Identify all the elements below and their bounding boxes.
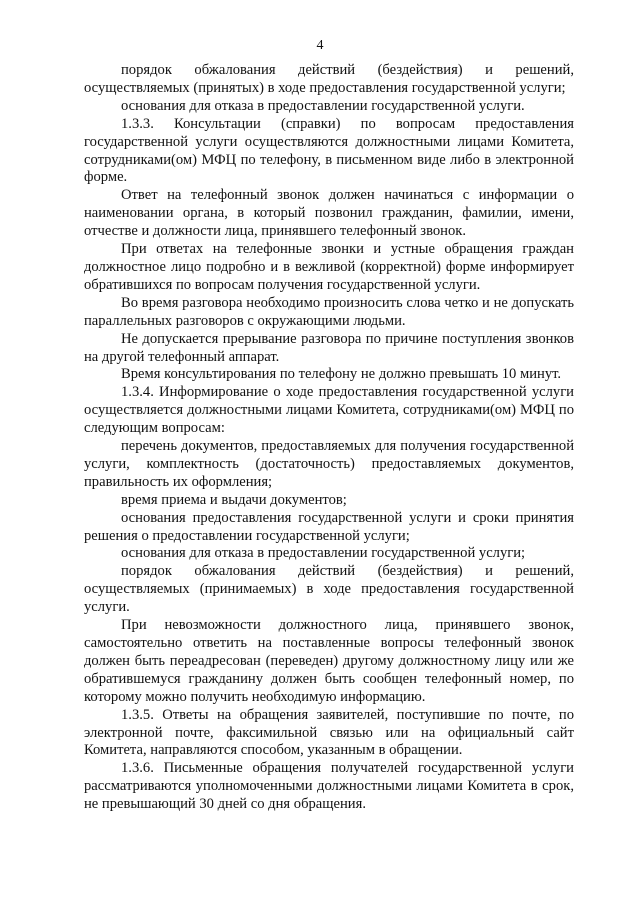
page-number: 4	[316, 38, 324, 53]
paragraph-1-3-6: 1.3.6. Письменные обращения получателей государственной услуги рассматриваются уполномоченными должностными лицами Комитета в срок, не превышающий 30 дней со дня обращения.	[84, 760, 574, 813]
paragraph-1-3-3: 1.3.3. Консультации (справки) по вопросам предоставления государственной услуги осуществляются должностными лицами Комитета, сотрудниками(ом) МФЦ по телефону, в письменном виде либо в электронной форме.	[84, 115, 574, 186]
paragraph-appeal-procedure: порядок обжалования действий (бездействия) и решений, осуществляемых (принятых) в ходе предоставления государственной услуги;	[84, 62, 574, 96]
paragraph-phone-calls: При ответах на телефонные звонки и устные обращения граждан должностное лицо подробно и в вежливой (корректной) форме информирует обратившихся по вопросам получения государственной услуги.	[84, 241, 574, 293]
paragraph-documents-list: перечень документов, предоставляемых для получения государственной услуги, комплектность (достаточность) предоставляемых документов, правильность их оформления;	[84, 438, 574, 490]
paragraph-conversation: Во время разговора необходимо произносить слова четко и не допускать параллельных разговоров с окружающими людьми.	[84, 294, 574, 329]
document-body	[84, 62, 574, 814]
paragraph-consult-time: Время консультирования по телефону не должно превышать 10 минут.	[121, 366, 562, 383]
paragraph-reception-time: время приема и выдачи документов;	[121, 491, 347, 508]
paragraph-phone-answer: Ответ на телефонный звонок должен начинаться с информации о наименовании органа, в который позвонил гражданин, фамилии, имени, отчестве и должности лица, принявшего телефонный звонок.	[84, 187, 574, 240]
paragraph-1-3-5: 1.3.5. Ответы на обращения заявителей, поступившие по почте, по электронной почте, факсимильной связью или на официальный сайт Комитета, направляются способом, указанным в обращении.	[84, 706, 574, 759]
paragraph-1-3-4: 1.3.4. Информирование о ходе предоставления государственной услуги осуществляется должностными лицами Комитета, сотрудниками(ом) МФЦ по следующим вопросам:	[84, 384, 574, 437]
paragraph-interruption: Не допускается прерывание разговора по причине поступления звонков на другой телефонный аппарат.	[84, 330, 574, 365]
paragraph-appeal-procedure-2: порядок обжалования действий (бездействия) и решений, осуществляемых (принимаемых) в ходе предоставления государственной услуги.	[84, 563, 574, 616]
paragraph-refusal-grounds: основания для отказа в предоставлении государственной услуги.	[121, 97, 525, 114]
paragraph-provision-grounds: основания предоставления государственной услуги и сроки принятия решения о предоставлении государственной услуги;	[84, 509, 574, 544]
paragraph-refusal-grounds-2: основания для отказа в предоставлении государственной услуги;	[121, 545, 526, 562]
paragraph-redirect-call: При невозможности должностного лица, принявшего звонок, самостоятельно ответить на поставленные вопросы телефонный звонок должен быть переадресован (переведен) другому должностному лицу или же обратившемуся гражданину должен быть сообщен телефонный номер, по которому можно получить необходимую информацию.	[84, 617, 574, 705]
